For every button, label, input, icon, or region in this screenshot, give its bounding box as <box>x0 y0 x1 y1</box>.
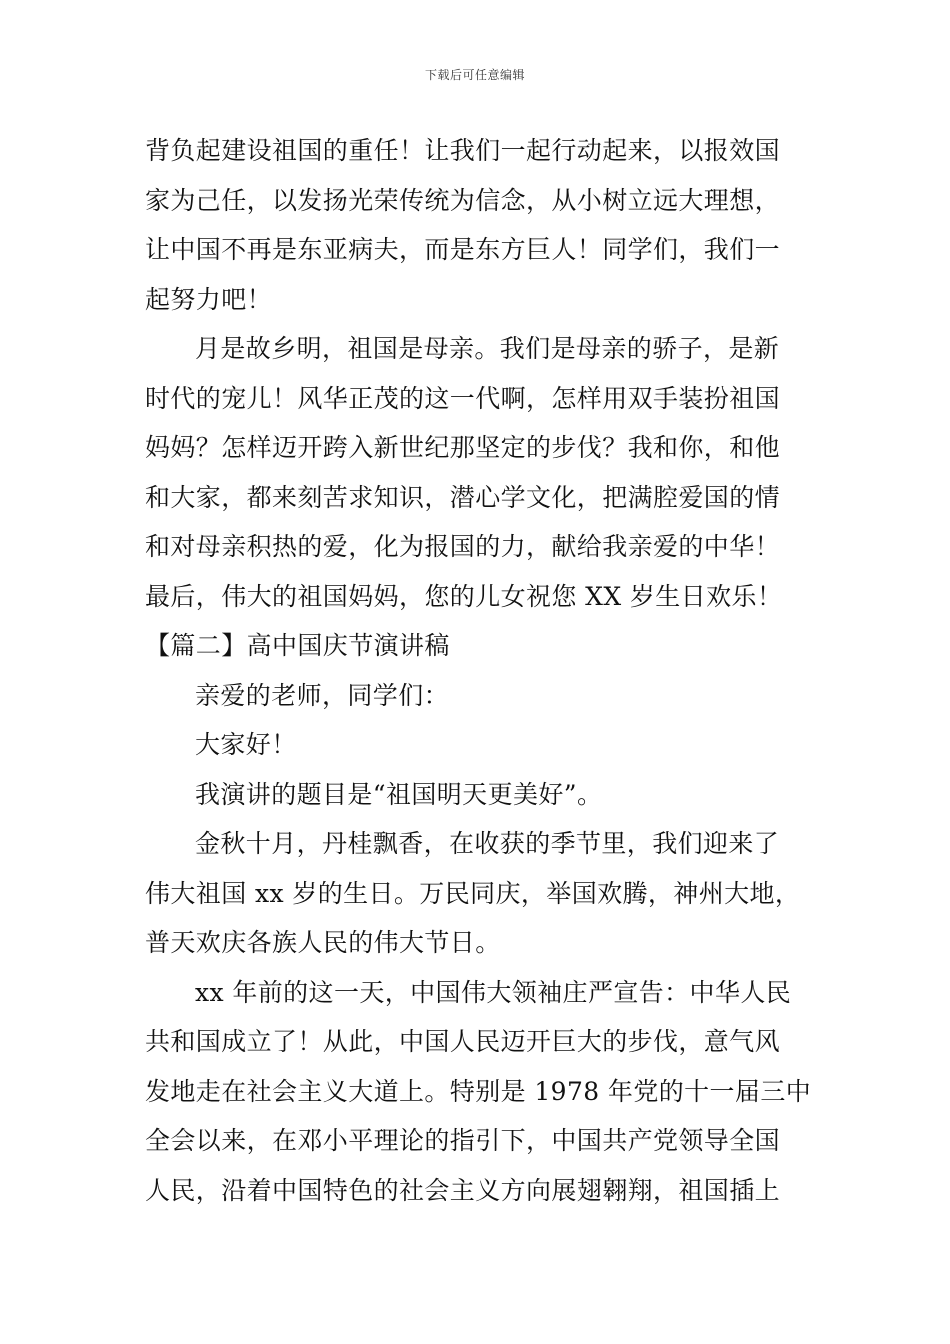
text-line: 妈妈？怎样迈开跨入新世纪那坚定的步伐？我和你，和他 <box>145 433 781 462</box>
text-line: 最后，伟大的祖国妈妈，您的儿女祝您 XX 岁生日欢乐！ <box>145 581 783 611</box>
text-line: 和对母亲积热的爱，化为报国的力，献给我亲爱的中华！ <box>145 532 781 561</box>
text-line: 背负起建设祖国的重任！让我们一起行动起来，以报效国 <box>145 136 781 165</box>
section-heading: 【篇二】高中国庆节演讲稿 <box>145 631 450 660</box>
text-line: 起努力吧！ <box>145 284 273 314</box>
text-line: 家为己任，以发扬光荣传统为信念，从小树立远大理想， <box>145 185 781 215</box>
text-line: 共和国成立了！从此，中国人民迈开巨大的步伐，意气风 <box>145 1027 781 1056</box>
text-line: 伟大祖国 xx 岁的生日。万民同庆，举国欢腾，神州大地， <box>145 878 801 908</box>
text-line: 让中国不再是东亚病夫，而是东方巨人！同学们，我们一 <box>145 235 781 264</box>
text-line: 发地走在社会主义大道上。特别是 1978 年党的十一届三中 <box>145 1076 812 1106</box>
text-line: 人民，沿着中国特色的社会主义方向展翅翱翔，祖国插上 <box>145 1175 781 1205</box>
text-line: 我演讲的题目是“祖国明天更美好”。 <box>195 779 603 809</box>
text-line: 全会以来，在邓小平理论的指引下，中国共产党领导全国 <box>145 1126 781 1155</box>
text-line: 月是故乡明，祖国是母亲。我们是母亲的骄子，是新 <box>195 334 780 363</box>
text-line: 金秋十月，丹桂飘香，在收获的季节里，我们迎来了 <box>195 829 780 858</box>
text-line: 时代的宠儿！风华正茂的这一代啊，怎样用双手装扮祖国 <box>145 383 781 413</box>
text-line: 亲爱的老师，同学们： <box>195 680 450 710</box>
text-line: 和大家，都来刻苦求知识，潜心学文化，把满腔爱国的情 <box>145 482 781 512</box>
text-line: 大家好！ <box>195 730 297 759</box>
page-header: 下载后可任意编辑 <box>424 68 525 82</box>
document-body <box>145 126 815 1215</box>
text-line: 普天欢庆各族人民的伟大节日。 <box>145 928 501 957</box>
text-line: xx 年前的这一天，中国伟大领袖庄严宣告：中华人民 <box>195 977 792 1007</box>
